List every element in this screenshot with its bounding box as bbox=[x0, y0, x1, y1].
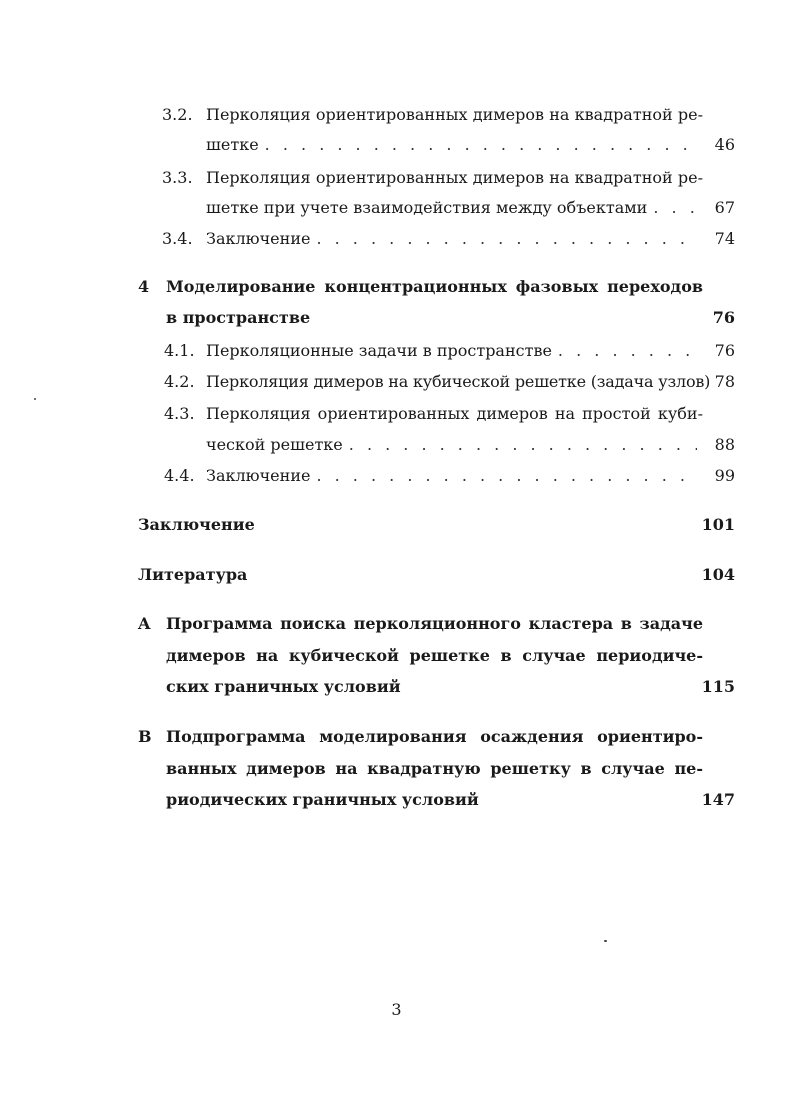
section-title: Заключение bbox=[206, 466, 311, 485]
section-number: 4.4. bbox=[164, 466, 195, 485]
page-ref: 74 bbox=[714, 229, 735, 248]
section-number: 4.1. bbox=[164, 341, 195, 360]
dot-leader bbox=[558, 340, 697, 362]
page-number: 3 bbox=[391, 1000, 402, 1019]
section-title-line: Перколяция ориентированных димеров на квадратной ре- bbox=[206, 168, 703, 187]
section-title-line: ческой решетке bbox=[206, 435, 343, 454]
page-ref: 46 bbox=[714, 135, 735, 154]
section-number: 4.3. bbox=[164, 404, 195, 423]
page-ref: 78 bbox=[714, 372, 735, 391]
dot-leader bbox=[316, 228, 697, 250]
appendix-title-line: ских граничных условий bbox=[166, 677, 401, 696]
appendix-title-line: Программа поиска перколяционного кластера в задаче bbox=[166, 614, 703, 633]
appendix-letter: B bbox=[138, 727, 152, 746]
entry-title: Заключение bbox=[138, 515, 255, 534]
dot-leader bbox=[349, 434, 697, 456]
page-ref: 147 bbox=[701, 790, 735, 809]
leader-line bbox=[206, 434, 703, 456]
appendix-title-line: димеров на кубической решетке в случае периодиче- bbox=[166, 646, 703, 665]
page-ref: 76 bbox=[714, 341, 735, 360]
chapter-title-line: в пространстве bbox=[166, 308, 311, 327]
section-title: Перколяция димеров на кубической решетке (задача узлов) bbox=[206, 372, 711, 391]
entry-title: Литература bbox=[138, 565, 248, 584]
page-ref: 115 bbox=[701, 677, 735, 696]
section-number: 3.4. bbox=[162, 229, 193, 248]
dot-leader bbox=[316, 465, 697, 487]
leader-line bbox=[206, 197, 703, 219]
section-title-line: шетке bbox=[206, 135, 259, 154]
section-number: 3.2. bbox=[162, 105, 193, 124]
appendix-letter: A bbox=[138, 614, 151, 633]
scan-speck bbox=[604, 940, 607, 942]
leader-line bbox=[206, 465, 703, 487]
page-ref: 88 bbox=[714, 435, 735, 454]
section-number: 3.3. bbox=[162, 168, 193, 187]
chapter-title-line: Моделирование концентрационных фазовых переходов bbox=[166, 277, 703, 296]
section-title: Перколяционные задачи в пространстве bbox=[206, 341, 552, 360]
chapter-number: 4 bbox=[138, 277, 150, 296]
dot-leader bbox=[653, 197, 697, 219]
page-ref: 99 bbox=[714, 466, 735, 485]
scan-speck bbox=[34, 398, 36, 400]
leader-line bbox=[206, 340, 703, 362]
page-ref: 101 bbox=[701, 515, 735, 534]
leader-line bbox=[206, 134, 703, 156]
section-title: Заключение bbox=[206, 229, 311, 248]
leader-line bbox=[206, 228, 703, 250]
dot-leader bbox=[265, 134, 697, 156]
page-ref: 104 bbox=[701, 565, 735, 584]
page-ref: 67 bbox=[714, 198, 735, 217]
section-title-line: Перколяция ориентированных димеров на квадратной ре- bbox=[206, 105, 703, 124]
section-title-line: Перколяция ориентированных димеров на простой куби- bbox=[206, 404, 703, 423]
section-title-line: шетке при учете взаимодействия между объектами bbox=[206, 198, 648, 217]
appendix-title-line: риодических граничных условий bbox=[166, 790, 479, 809]
appendix-title-line: ванных димеров на квадратную решетку в случае пе- bbox=[166, 759, 703, 778]
appendix-title-line: Подпрограмма моделирования осаждения ориентиро- bbox=[166, 727, 703, 746]
section-number: 4.2. bbox=[164, 372, 195, 391]
page-ref: 76 bbox=[712, 308, 735, 327]
